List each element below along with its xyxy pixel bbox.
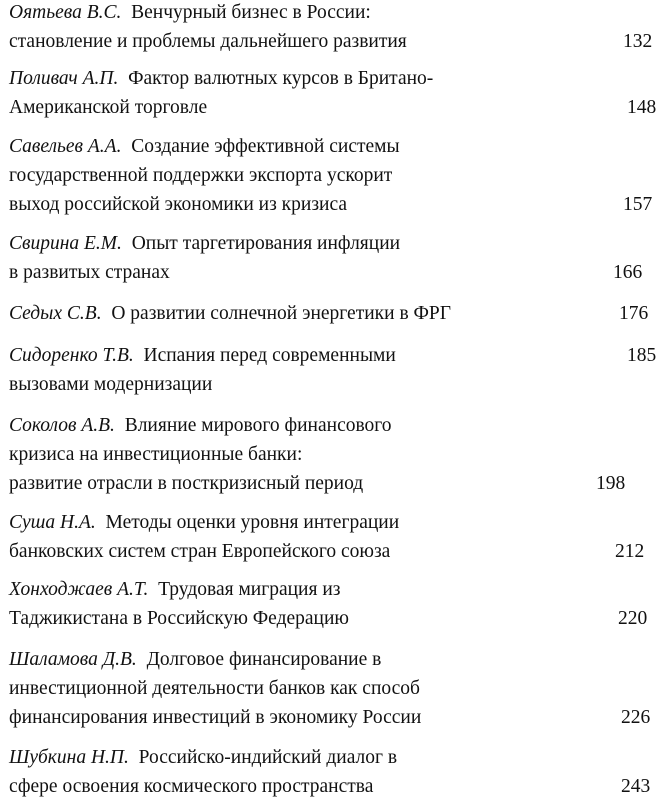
toc-entry [9,645,659,732]
toc-author: Свирина Е.М. [9,233,122,254]
toc-title-line: вызовами модернизации [9,374,213,395]
toc-page-number: 198 [596,473,626,494]
toc-line [9,27,659,56]
toc-title-line: Испания перед современными [143,345,396,366]
toc-entry [9,132,659,219]
toc-line [9,703,659,732]
toc-title-line: Американской торговле [9,97,208,118]
toc-author: Суша Н.А. [9,512,96,533]
toc-author: Соколов А.В. [9,415,115,436]
toc-author: Сидоренко Т.В. [9,345,134,366]
toc-page-number: 148 [627,97,657,118]
toc-author: Савельев А.А. [9,136,122,157]
toc-author: Оятьева В.С. [9,2,122,23]
toc-entry [9,743,659,801]
toc-title-line: развитие отрасли в посткризисный период [9,473,364,494]
toc-author: Хонходжаев А.Т. [9,579,149,600]
toc-title-line: Методы оценки уровня интеграции [105,512,400,533]
toc-line [9,229,659,258]
toc-author: Поливач А.П. [9,68,119,89]
toc-entry [9,64,659,122]
toc-title-line: выход российской экономики из кризиса [9,194,348,215]
toc-page-number: 166 [613,262,643,283]
toc-line [9,132,659,161]
toc-line [9,575,659,604]
toc-entry [9,299,659,328]
toc-title-line: Влияние мирового финансового [124,415,392,436]
toc-page-number: 185 [627,345,657,366]
toc-page-number: 226 [621,707,651,728]
toc-author: Шаламова Д.В. [9,649,137,670]
toc-title-line: банковских систем стран Европейского союза [9,541,391,562]
toc-line [9,537,659,566]
toc-line [9,674,659,703]
toc-entry [9,229,659,287]
toc-title-line: Трудовая миграция из [158,579,341,600]
toc-page-number: 176 [619,303,649,324]
toc-title-line: становление и проблемы дальнейшего развития [9,31,407,52]
toc-line [9,258,659,287]
toc-author: Седых С.В. [9,303,102,324]
toc-title-line: финансирования инвестиций в экономику России [9,707,422,728]
toc-line [9,370,659,399]
toc-title-line: Создание эффективной системы [131,136,400,157]
toc-title-line: государственной поддержки экспорта ускорит [9,165,393,186]
toc-title-line: в развитых странах [9,262,170,283]
toc-title-line: Опыт таргетирования инфляции [131,233,401,254]
toc-title-line: кризиса на инвестиционные банки: [9,444,303,465]
toc-line [9,469,659,498]
toc-line [9,161,659,190]
toc-line [9,508,659,537]
toc-line [9,64,659,93]
toc-title-line: Долговое финансирование в [146,649,382,670]
toc-entry [9,508,659,566]
toc-page-number: 212 [615,541,645,562]
toc-entry [9,575,659,633]
toc-line [9,93,659,122]
toc-title-line: инвестиционной деятельности банков как способ [9,678,420,699]
toc-line [9,411,659,440]
toc-page-number: 157 [623,194,653,215]
toc-line [9,743,659,772]
toc-line [9,645,659,674]
toc-line [9,299,659,328]
toc-title-line: Таджикистана в Российскую Федерацию [9,608,349,629]
toc-line [9,0,659,27]
toc-entry [9,411,659,498]
toc-page-number: 132 [623,31,653,52]
toc-line [9,341,659,370]
toc-page-number: 243 [621,776,651,797]
toc-title-line: Фактор валютных курсов в Британо- [128,68,434,89]
toc-entry [9,341,659,399]
toc-title-line: О развитии солнечной энергетики в ФРГ [111,303,452,324]
toc-line [9,190,659,219]
toc-page-number: 220 [618,608,648,629]
toc-author: Шубкина Н.П. [9,747,129,768]
toc-title-line: Российско-индийский диалог в [138,747,398,768]
toc-title-line: сфере освоения космического пространства [9,776,374,797]
toc-line [9,772,659,801]
toc-title-line: Венчурный бизнес в России: [131,2,371,23]
toc-entry [9,0,659,56]
toc-line [9,604,659,633]
toc-line [9,440,659,469]
